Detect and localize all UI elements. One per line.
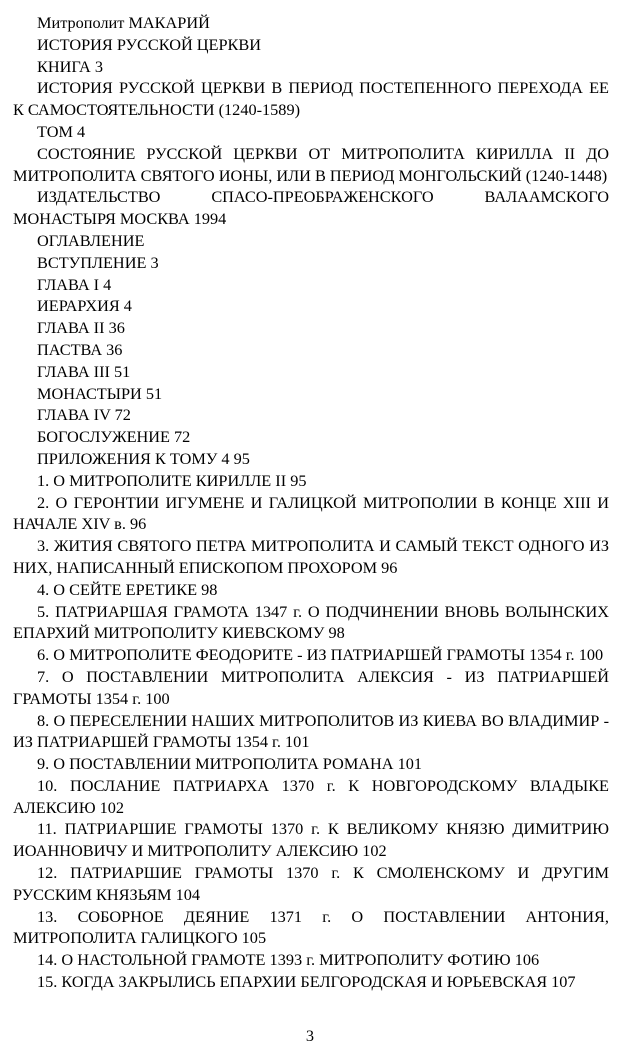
- volume-number: ТОМ 4: [37, 121, 86, 141]
- publisher-line: ИЗДАТЕЛЬСТВО СПАСО-ПРЕОБРАЖЕНСКОГО ВАЛААМСКОГО МОНАСТЫРЯ МОСКВА 1994: [13, 187, 609, 229]
- toc-heading: ОГЛАВЛЕНИЕ: [37, 230, 145, 250]
- toc-entry: МОНАСТЫРИ 51: [37, 383, 163, 403]
- toc-entry: ВСТУПЛЕНИЕ 3: [37, 252, 159, 272]
- toc-entry: 11. ПАТРИАРШИЕ ГРАМОТЫ 1370 г. К ВЕЛИКОМУ КНЯЗЮ ДИМИТРИЮ ИОАННОВИЧУ И МИТРОПОЛИТУ АЛЕКСИЮ 102: [13, 819, 609, 861]
- toc-entry: 14. О НАСТОЛЬНОЙ ГРАМОТЕ 1393 г. МИТРОПОЛИТУ ФОТИЮ 106: [37, 950, 540, 970]
- toc-entry: ГЛАВА IV 72: [37, 405, 131, 425]
- book-number: КНИГА 3: [37, 56, 103, 76]
- toc-entry: ГЛАВА III 51: [37, 361, 131, 381]
- toc-entry: 12. ПАТРИАРШИЕ ГРАМОТЫ 1370 г. К СМОЛЕНСКОМУ И ДРУГИМ РУССКИМ КНЯЗЬЯМ 104: [13, 863, 609, 904]
- toc-entry: 8. О ПЕРЕСЕЛЕНИИ НАШИХ МИТРОПОЛИТОВ ИЗ КИЕВА ВО ВЛАДИМИР - ИЗ ПАТРИАРШЕЙ ГРАМОТЫ 1354 г. 101: [13, 710, 609, 752]
- volume-title: СОСТОЯНИЕ РУССКОЙ ЦЕРКВИ ОТ МИТРОПОЛИТА КИРИЛЛА II ДО МИТРОПОЛИТА СВЯТОГО ИОНЫ, ИЛИ В ПЕРИОД МОНГОЛЬСКИЙ (1240-1448): [13, 143, 609, 185]
- toc-entry: ПАСТВА 36: [37, 339, 123, 359]
- toc-entry: 4. О СЕЙТЕ ЕРЕТИКЕ 98: [37, 579, 218, 599]
- toc-entry: ГЛАВА II 36: [37, 318, 125, 338]
- author-line: Митрополит МАКАРИЙ: [37, 13, 210, 32]
- document-page: [13, 12, 609, 993]
- toc-entry: 6. О МИТРОПОЛИТЕ ФЕОДОРИТЕ - ИЗ ПАТРИАРШЕЙ ГРАМОТЫ 1354 г. 100: [37, 645, 604, 665]
- toc-entry: 13. СОБОРНОЕ ДЕЯНИЕ 1371 г. О ПОСТАВЛЕНИИ АНТОНИЯ, МИТРОПОЛИТА ГАЛИЦКОГО 105: [13, 906, 609, 948]
- page-number: 3: [305, 1026, 315, 1045]
- toc-entry: 5. ПАТРИАРШАЯ ГРАМОТА 1347 г. О ПОДЧИНЕНИИ ВНОВЬ ВОЛЫНСКИХ ЕПАРХИЙ МИТРОПОЛИТУ КИЕВСКОМУ 98: [13, 601, 609, 643]
- book-title: ИСТОРИЯ РУССКОЙ ЦЕРКВИ В ПЕРИОД ПОСТЕПЕННОГО ПЕРЕХОДА ЕЕ К САМОСТОЯТЕЛЬНОСТИ (1240-1589): [13, 78, 609, 120]
- toc-entry: 1. О МИТРОПОЛИТЕ КИРИЛЛЕ II 95: [37, 470, 307, 490]
- toc-entry: 2. О ГЕРОНТИИ ИГУМЕНЕ И ГАЛИЦКОЙ МИТРОПОЛИИ В КОНЦЕ XIII И НАЧАЛЕ XIV в. 96: [13, 492, 609, 534]
- series-title: ИСТОРИЯ РУССКОЙ ЦЕРКВИ: [37, 34, 262, 54]
- toc-entry: 10. ПОСЛАНИЕ ПАТРИАРХА 1370 г. К НОВГОРОДСКОМУ ВЛАДЫКЕ АЛЕКСИЮ 102: [13, 775, 609, 817]
- toc-entry: 15. КОГДА ЗАКРЫЛИСЬ ЕПАРХИИ БЕЛГОРОДСКАЯ И ЮРЬЕВСКАЯ 107: [37, 972, 576, 992]
- toc-entry: 7. О ПОСТАВЛЕНИИ МИТРОПОЛИТА АЛЕКСИЯ - ИЗ ПАТРИАРШЕЙ ГРАМОТЫ 1354 г. 100: [13, 666, 609, 708]
- toc-entry: 9. О ПОСТАВЛЕНИИ МИТРОПОЛИТА РОМАНА 101: [37, 754, 423, 774]
- toc-entry: 3. ЖИТИЯ СВЯТОГО ПЕТРА МИТРОПОЛИТА И САМЫЙ ТЕКСТ ОДНОГО ИЗ НИХ, НАПИСАННЫЙ ЕПИСКОПОМ ПРОХОРОМ 96: [13, 536, 609, 577]
- toc-entry: ИЕРАРХИЯ 4: [37, 296, 132, 316]
- toc-entry: ГЛАВА I 4: [37, 274, 112, 294]
- toc-entry: БОГОСЛУЖЕНИЕ 72: [37, 427, 191, 447]
- toc-entry: ПРИЛОЖЕНИЯ К ТОМУ 4 95: [37, 448, 250, 468]
